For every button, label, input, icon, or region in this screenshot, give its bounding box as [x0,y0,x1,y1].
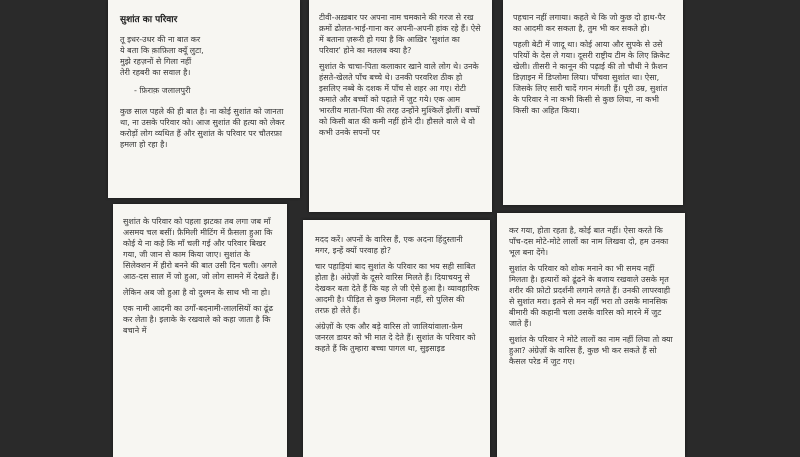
paragraph: सुशांत के चाचा-पिता कलाकार खाने वाले लोग थे। उनके हंसते-खेलते पाँच बच्चे थे। उनकी परवरिश ठीक हो इसलिए नब्बे के दशक में पाँच से शहर आ गए। रोटी कमाते और बच्चों को पढ़ाते में जुट गये। एक आम भारतीय माता-पिता की तरह उन्होंने मुश्किलें झेलीं। बच्चों को किसी बात की कमी नहीं होने दी। हौसले वाले थे वो कभी उनके सपनों पर [319,62,480,137]
paragraph: एक नामी आदमी का उगाँ-बदनामी-लालसियों का ढूंढ कर लेता है। इलाके के रखवाले को कहा जाता है कि बचाने में [123,304,273,335]
paragraph: चार पहाड़ियां बाद सुशांत के परिवार का भय सही साबित होता है। अंग्रेज़ों के दूसरे वारिस मिलते हैं। दियाचयनु से देखकर बता देते हैं कि यह ले जी ऐसे हुआ है। व्यावहारिक आदमी है। पीड़ित से कुछ मिलना नहीं, सो पुलिस की तरफ़ हो लेते हैं। [315,262,480,315]
page-title: सुशांत का परिवार [120,15,178,25]
paragraph: सुशांत के परिवार को शोक मनाने का भी समय नहीं मिलता है। हत्यारों को ढूंढने के बजाय रखवाले उसके मृत शरीर की फ़ोटो प्रदर्शनी लगाने लगते हैं। उनकी लापरवाही से सुशांत मरा। इतने से मन नहीं भरा तो उसके मानसिक बीमारी की कहानी चला उसके वारिस को मारने में जुट जाते हैं। [509,264,671,328]
paragraph: सुशांत के परिवार ने मोटे लालों का नाम नहीं लिया तो क्या हुआ? अंग्रेज़ों के वारिस हैं, कुछ भी कर सकते हैं सो कैसल परेड में जुट गए। [509,335,673,366]
poem-verse: तू इधर-उधर की ना बात कर ये बता कि क़ाफ़िला क्यूँ लुटा, मुझे रहज़नों से गिला नहीं तेरी रहबरी का सवाल है। [120,35,204,77]
paragraph: टीवी-अख़बार पर अपना नाम चमकाने की गरज से रख क्रमों ढोलत-भाई-गाना कर अपनी-अपनी हांक रहे हैं। ऐसे में बताना ज़रूरी हो गया है कि आख़िर 'सुशांत का परिवार' होने का मतलब क्या है? [319,13,481,55]
paragraph: कर गया, होता रहता है, कोई बात नहीं। ऐसा करते कि पाँच-दस मोटे-मोटे लालों का नाम लिखवा दो, हम उनका भूल बना देंगे। [509,226,669,257]
article-page-2 [113,204,287,457]
article-page-1 [108,0,300,198]
paragraph: पहचान नहीं लगाया। कहते थे कि जो कुछ दो हाथ-पैर का आदमी कर सकता है, तुम भी कर सकते हो। [513,13,666,33]
paragraph: पहली बेटी में जादू था। कोई आया और सुपके से उसे परियों के देस ले गया। दूसरी राष्ट्रीय टीम के लिए क्रिकेट खेली। तीसरी ने कानून की पढ़ाई की तो चौथी ने फ़ैशन डिज़ाइन में डिप्लोमा लिया। पाँचवा सुशांत था। ऐसा, जिसके लिए सारी चादें गगन मंगती हैं। पूरी उम्र, सुशांत के परिवार ने ना कभी किसी से कुछ लिया, ना कभी किसी का अहित किया। [513,40,670,115]
paragraph: मदद करें। अपनों के वारिस हैं, एक अदना हिंदुस्तानी मगर, इन्हें क्यों परवाह हो? [315,235,463,255]
article-page-3 [309,0,492,212]
paragraph: सुशांत के परिवार को पहला झटका तब लगा जब माँ असमय चल बसीं। फ़ैमिली मीटिंग में फ़ैसला हुआ कि कोई ये ना कहे कि माँ चली गई और परिवार बिखर गया, जी जान से काम किया जाए। सुशांत के सिलेक्शन में हीरो बनने की बात उसी दिन चली। अगले आठ-दस साल में जो हुआ, जो लोग सामने में देखते हैं। [123,217,279,281]
article-page-6 [497,213,685,457]
article-page-4 [303,220,490,457]
article-page-5 [503,0,683,205]
paragraph: कुछ साल पहले की ही बात है। ना कोई सुशांत को जानता था, ना उसके परिवार को। आज सुशांत की हत्या को लेकर करोड़ों लोग व्यथित हैं और सुशांत के परिवार पर चौतरफ़ा हमला हो रहा है। [120,107,285,149]
poem-author: - फ़िराक़ जलालपुरी [134,86,191,95]
paragraph: अंग्रेज़ों के एक और बड़े वारिस तो जालियांवाला-फ़ेम जनरल डायर को भी मात दे देते हैं। सुशांत के परिवार को कहते हैं कि तुम्हारा बच्चा पागल था, सुइसाइड [315,322,476,353]
paragraph: लेकिन अब जो हुआ है वो दुश्मन के साथ भी ना हो। [123,288,271,297]
